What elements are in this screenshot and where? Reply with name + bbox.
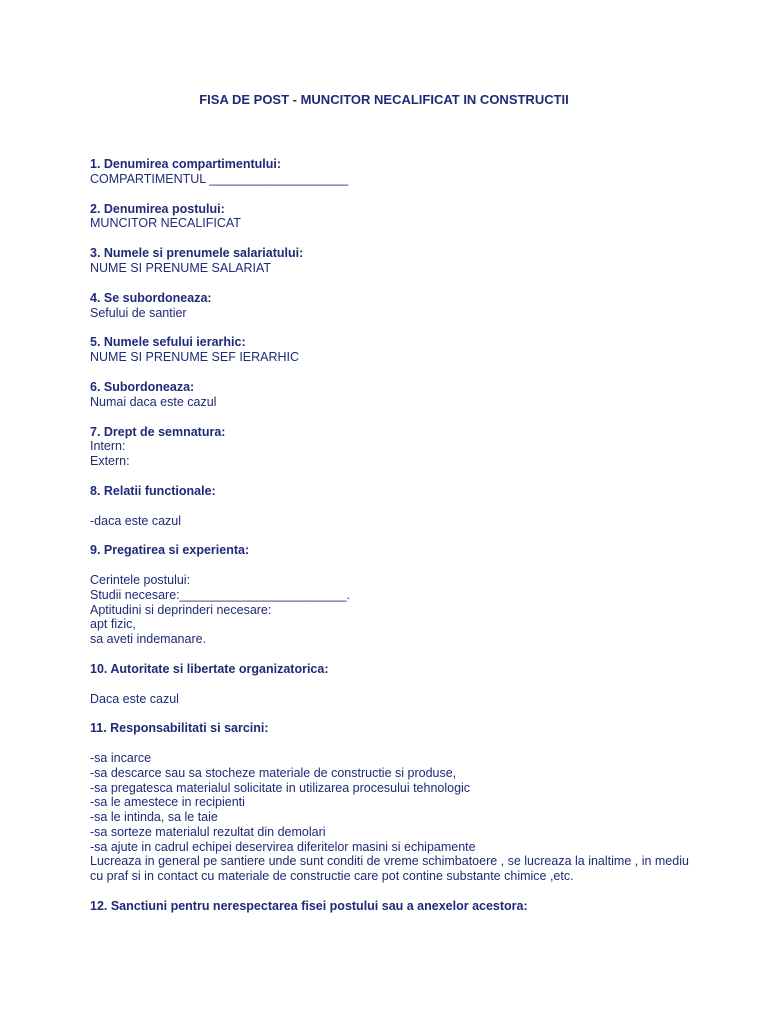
section-8 [90,484,690,528]
section-heading: 9. Pregatirea si experienta: [90,543,250,558]
section-1 [90,157,690,187]
section-text-line: -sa sorteze materialul rezultat din demolari [90,824,326,839]
section-text-line: -sa pregatesca materialul solicitate in utilizarea procesului tehnologic [90,780,471,795]
section-text-line: Daca este cazul [90,691,179,706]
blank-line [90,558,690,573]
section-heading: 11. Responsabilitati si sarcini: [90,721,269,736]
blank-line [90,736,690,751]
section-heading: 2. Denumirea postului: [90,201,225,216]
section-10 [90,662,690,706]
section-text-line: COMPARTIMENTUL ____________________ [90,171,349,186]
section-7 [90,425,690,469]
section-text-line: sa aveti indemanare. [90,632,207,647]
document-body [90,157,690,914]
section-text-line: -sa ajute in cadrul echipei deservirea diferitelor masini si echipamente [90,839,476,854]
section-text-line: -sa le amestece in recipienti [90,795,245,810]
section-text-line: -daca este cazul [90,513,182,528]
section-heading: 5. Numele sefului ierarhic: [90,335,246,350]
section-text-line: Lucreaza in general pe santiere unde sunt conditi de vreme schimbatoere , se lucreaza la inaltime , in mediu cu praf si in contact cu materiale de constructie care pot contine substante chimice ,etc. [90,854,689,884]
section-4 [90,291,690,321]
section-text-line: NUME SI PRENUME SEF IERARHIC [90,350,300,365]
blank-line [90,499,690,514]
section-text-line: Aptitudini si deprinderi necesare: [90,602,272,617]
section-5 [90,335,690,365]
section-6 [90,380,690,410]
section-text-line: Extern: [90,454,130,469]
section-2 [90,202,690,232]
blank-line [90,677,690,692]
section-heading: 8. Relatii functionale: [90,483,216,498]
section-heading: 4. Se subordoneaza: [90,290,212,305]
section-9 [90,543,690,647]
section-12 [90,899,690,914]
section-text-line: -sa descarce sau sa stocheze materiale de constructie si produse, [90,765,457,780]
section-text-line: Cerintele postului: [90,572,191,587]
section-text-line: -sa le intinda, sa le taie [90,810,218,825]
section-text-line: Sefului de santier [90,305,187,320]
section-heading: 6. Subordoneaza: [90,379,195,394]
section-text-line: MUNCITOR NECALIFICAT [90,216,241,231]
document-title: FISA DE POST - MUNCITOR NECALIFICAT IN CONSTRUCTII [199,92,569,107]
section-heading: 12. Sanctiuni pentru nerespectarea fisei postului sau a anexelor acestora: [90,899,528,914]
section-11 [90,721,690,884]
section-3 [90,246,690,276]
section-text-line: NUME SI PRENUME SALARIAT [90,260,272,275]
section-text-line: apt fizic, [90,617,136,632]
section-heading: 1. Denumirea compartimentului: [90,157,282,171]
section-text-line: -sa incarce [90,750,152,765]
section-heading: 7. Drept de semnatura: [90,424,226,439]
section-heading: 3. Numele si prenumele salariatului: [90,246,304,261]
section-heading: 10. Autoritate si libertate organizatorica: [90,661,329,676]
section-text-line: Numai daca este cazul [90,394,217,409]
section-text-line: Studii necesare:________________________. [90,587,350,602]
section-text-line: Intern: [90,439,126,454]
